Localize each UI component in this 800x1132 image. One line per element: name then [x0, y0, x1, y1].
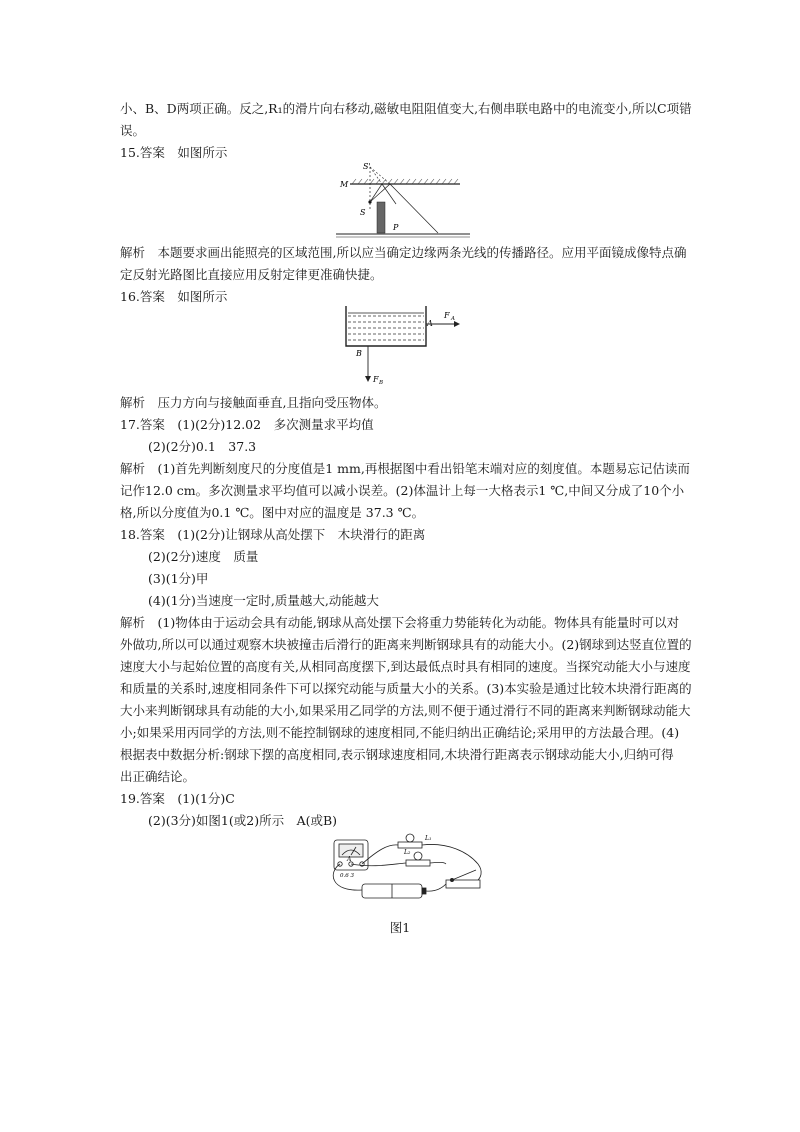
label-fb-sub: B: [379, 380, 384, 386]
q17-answer-1: 17.答案 (1)(2分)12.02 多次测量求平均值: [120, 417, 374, 432]
q16-analysis: 解析 压力方向与接触面垂直,且指向受压物体。: [120, 395, 387, 410]
battery: [362, 884, 426, 898]
q18-answer-4: (4)(1分)当速度一定时,质量越大,动能越大: [148, 593, 379, 608]
q17-answer-2: (2)(2分)0.1 37.3: [148, 439, 257, 454]
mirror-hatching: [352, 179, 458, 184]
q16-answer: 16.答案 如图所示: [120, 289, 228, 304]
q15-mirror-diagram: [330, 160, 475, 238]
label-fa: F: [444, 311, 450, 320]
q15-analysis-1: 解析 本题要求画出能照亮的区域范围,所以应当确定边缘两条光线的传播路径。应用平面镜成像特点确: [120, 245, 687, 260]
q18-analysis-8: 出正确结论。: [120, 769, 196, 784]
label-p: P: [393, 223, 399, 232]
label-s: S: [360, 208, 366, 217]
label-l1: L₁: [425, 835, 432, 842]
label-fb: F: [373, 375, 379, 384]
q18-answer-2: (2)(2分)速度 质量: [148, 549, 259, 564]
q18-answer-3: (3)(1分)甲: [148, 571, 209, 586]
q18-analysis-1: 解析 (1)物体由于运动会具有动能,钢球从高处摆下会将重力势能转化为动能。物体具有能量时可以对: [120, 615, 680, 630]
q19-circuit-figure: [318, 832, 498, 912]
q18-analysis-3: 速度大小与起始位置的高度有关,从相同高度摆下,到达最低点时具有相同的速度。当探究动能大小与速度: [120, 659, 691, 674]
q18-answer-1: 18.答案 (1)(2分)让钢球从高处摆下 木块滑行的距离: [120, 527, 426, 542]
label-m: M: [340, 180, 349, 189]
q18-analysis-4: 和质量的关系时,速度相同条件下可以探究动能与质量大小的关系。(3)本实验是通过比较木块滑行距离的: [120, 681, 692, 696]
q18-analysis-2: 外做功,所以可以通过观察木块被撞击后滑行的距离来判断钢球具有的动能大小。(2)钢球到达竖直位置的: [120, 637, 692, 652]
text-line-1: 小、B、D两项正确。反之,R₁的滑片向右移动,磁敏电阻阻值变大,右侧串联电路中的电流变小,所以C项错: [120, 101, 692, 116]
obstacle-block: [377, 202, 385, 233]
q17-analysis-3: 格,所以分度值为0.1 ℃。图中对应的温度是 37.3 ℃。: [120, 505, 425, 520]
q19-answer-2: (2)(3分)如图1(或2)所示 A(或B): [148, 813, 338, 828]
q16-pressure-diagram: [338, 302, 468, 390]
q17-analysis-1: 解析 (1)首先判断刻度尺的分度值是1 mm,再根据图中看出铅笔末端对应的刻度值。本题易忘记估读而: [120, 461, 690, 476]
q18-analysis-7: 根据表中数据分析:钢球下摆的高度相同,表示钢球速度相同,木块滑行距离表示钢球动能大小,归纳可得: [120, 747, 674, 762]
figure-caption: 图1: [389, 920, 411, 935]
force-b-arrow: [365, 376, 371, 382]
label-b: B: [356, 349, 362, 358]
q18-analysis-5: 大小来判断钢球具有动能的大小,如果采用乙同学的方法,则不便于通过滑行不同的距离来判断钢球动能大: [120, 703, 691, 718]
q18-analysis-6: 小;如果采用丙同学的方法,则不能控制钢球的速度相同,不能归纳出正确结论;采用甲的方法最合理。(4): [120, 725, 680, 740]
label-l2: L₂: [404, 849, 411, 856]
lamp-l1: [398, 834, 422, 848]
ammeter-scale: 0.6 3: [340, 873, 354, 879]
switch: [446, 870, 480, 888]
q17-analysis-2: 记作12.0 cm。多次测量求平均值可以减小误差。(2)体温计上每一大格表示1 ℃,中间又分成了10个小: [120, 483, 685, 498]
text-line-2: 误。: [120, 123, 146, 138]
ammeter-label: A: [347, 856, 352, 863]
q15-analysis-2: 定反射光路图比直接应用反射定律更准确快捷。: [120, 267, 383, 282]
q15-answer: 15.答案 如图所示: [120, 145, 228, 160]
label-s-prime: S': [363, 162, 371, 171]
q19-answer-1: 19.答案 (1)(1分)C: [120, 791, 235, 806]
label-fa-sub: A: [451, 316, 455, 322]
label-a: A: [427, 319, 433, 328]
water-lines: [348, 316, 424, 340]
